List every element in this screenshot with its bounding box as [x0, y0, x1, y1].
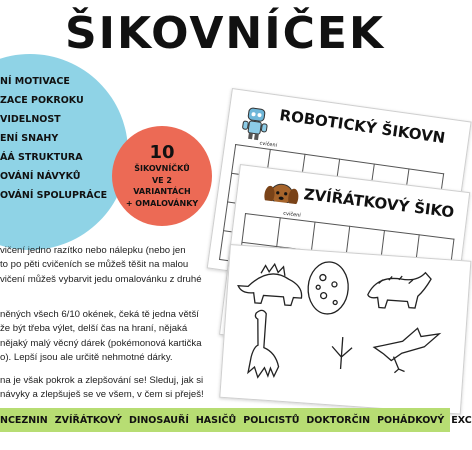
animal-sheet-title: ZVÍŘÁTKOVÝ ŠIKO [302, 185, 456, 222]
variant-label: POLICISTŮ [243, 414, 300, 426]
robot-icon [240, 105, 270, 142]
count-badge [112, 126, 212, 226]
cell-label: cvičení [259, 140, 278, 149]
instructions-paragraph: vičení jedno razítko nebo nálepku (nebo jen to po pěti cvičeních se můžeš těšit na malou vičení můžeš vybarvit jedu omalovánku z druhé [0, 245, 202, 285]
variant-label: DOKTORČIN [306, 414, 371, 426]
badge-number: 10 [149, 142, 175, 163]
badge-line: ŠIKOVNÍČKŮ [134, 164, 190, 173]
benefit-item: NÍ MOTIVACE [0, 76, 70, 87]
coloring-page-preview [219, 244, 471, 415]
benefit-item: OVÁNÍ SPOLUPRÁCE [0, 190, 108, 201]
page-title: ŠIKOVNÍČEK [64, 8, 386, 59]
benefits-list [0, 72, 107, 205]
benefit-item: VIDELNOST [0, 114, 61, 125]
dog-icon [262, 178, 301, 210]
variant-label: EXC [451, 414, 472, 426]
progress-paragraph: na je však pokrok a zlepšování se! Sleduj, jak si návyky a zlepšuješ se ve všem, v čem si přeješ! [0, 375, 204, 401]
cell-label: cvičení [282, 210, 301, 219]
benefit-item: ÁÁ STRUKTURA [0, 152, 83, 163]
badge-line: VARIANTÁCH [133, 187, 191, 196]
variant-label: NCEZNIN [0, 414, 48, 426]
variant-label: HASIČŮ [195, 414, 237, 426]
variants-strip [0, 408, 472, 432]
reward-paragraph: něných všech 6/10 okének, čeká tě jedna větší že být třeba výlet, delší čas na hraní, nějaká nějaký malý věcný dárek (pokémonová kartička o). Lepší jsou ale určitě nehmotné dárky. [0, 309, 202, 363]
variant-label: POHÁDKOVÝ [377, 414, 445, 426]
benefit-item: ENÍ SNAHY [0, 133, 59, 144]
badge-line: + OMALOVÁNKY [125, 198, 199, 208]
variant-label: ZVÍŘÁTKOVÝ [54, 414, 122, 426]
benefit-item: OVÁNÍ NÁVYKŮ [0, 171, 81, 182]
badge-line: VE 2 [151, 175, 172, 185]
dinosaur-coloring-illustrations [220, 245, 470, 413]
benefit-item: ZACE POKROKU [0, 95, 84, 106]
variant-label: DINOSAUŘÍ [128, 414, 189, 426]
robot-sheet-title: ROBOTICKÝ ŠIKOVN [278, 105, 447, 148]
